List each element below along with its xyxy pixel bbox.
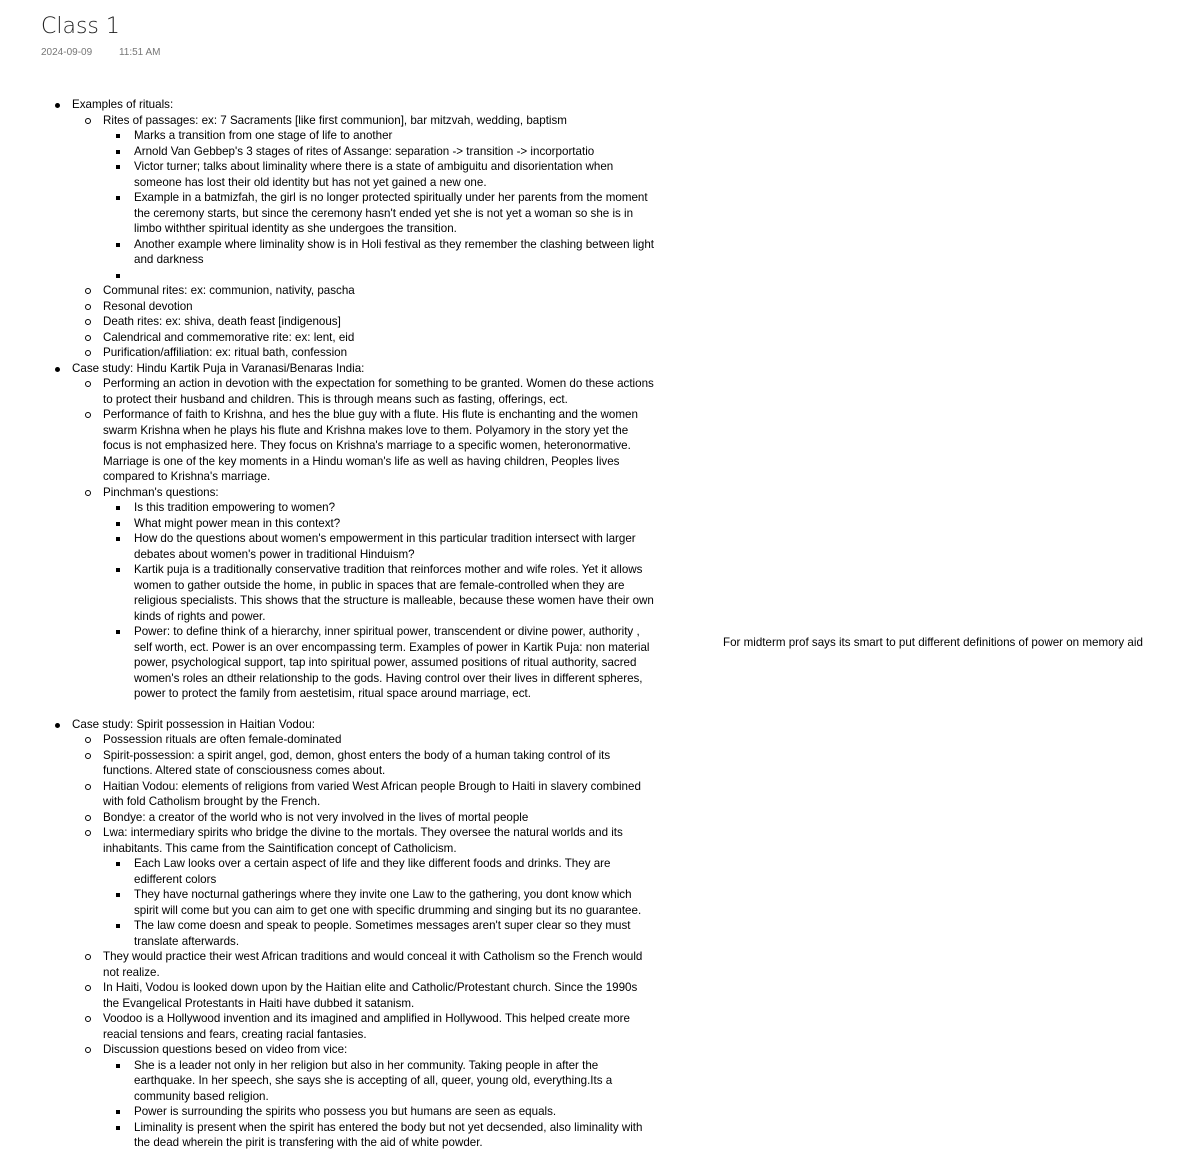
outline-subsubitem[interactable] — [103, 562, 655, 624]
bullet-circle-icon — [85, 288, 91, 294]
bullet-square-icon — [116, 630, 120, 634]
outline-subitem[interactable] — [72, 825, 655, 949]
blank-line — [55, 702, 655, 717]
outline-text: Purification/affiliation: ex: ritual bath, confession — [103, 346, 348, 359]
outline-subsubitem[interactable] — [103, 531, 655, 562]
outline-subitem[interactable] — [72, 949, 655, 980]
bullet-circle-icon — [85, 350, 91, 356]
outline-subitem[interactable] — [72, 407, 655, 485]
outline-text: Liminality is present when the spirit has entered the body but not yet decsended, also liminality with the dead wherein the pirit is transfering with the aid of white powder. — [134, 1120, 643, 1149]
outline-text: They have nocturnal gatherings where they invite one Law to the gathering, you dont know which spirit will come but you can aim to get one with specific drumming and singing but its no guarantee. — [134, 888, 642, 917]
outline-text: The law come doesn and speak to people. Sometimes messages aren't super clear so they must translate afterwards. — [134, 919, 631, 948]
outline-text: Victor turner; talks about liminality where there is a state of ambiguitu and disorientation when someone has lost their old identity but has not yet gained a new one. — [134, 160, 614, 189]
outline-text: Lwa: intermediary spirits who bridge the divine to the mortals. They oversee the natural worlds and its inhabitants. This came from the Saintification concept of Catholicism. — [103, 826, 623, 855]
bullet-square-icon — [116, 862, 120, 866]
bullet-disc-icon — [55, 103, 60, 108]
bullet-square-icon — [116, 1110, 120, 1114]
bullet-circle-icon — [85, 1016, 91, 1022]
outline-subsubitem[interactable] — [103, 190, 655, 237]
bullet-circle-icon — [85, 319, 91, 325]
bullet-circle-icon — [85, 815, 91, 821]
outline-text: Pinchman's questions: — [103, 485, 219, 499]
outline-text: How do the questions about women's empowerment in this particular tradition intersect with larger debates about women's power in traditional Hinduism? — [134, 532, 636, 561]
outline-text: Another example where liminality show is in Holi festival as they remember the clashing between light and darkness — [134, 237, 655, 266]
side-note[interactable]: For midterm prof says its smart to put different definitions of power on memory aid — [723, 636, 1143, 649]
page-time: 11:51 AM — [118, 47, 161, 58]
bullet-circle-icon — [85, 1047, 91, 1053]
bullet-square-icon — [116, 1064, 120, 1068]
outline-subsubitem[interactable] — [103, 1120, 655, 1151]
outline-subitem[interactable] — [72, 732, 655, 748]
outline-subitem[interactable] — [72, 980, 655, 1011]
bullet-circle-icon — [85, 753, 91, 759]
outline-text: Kartik puja is a traditionally conservative tradition that reinforces mother and wife roles. Yet it allows women to gather outside the home, in public in spaces that are female-controlled when they are religious specialists. This shows that the structure is malleable, because these women have their own kinds of rights and power. — [134, 563, 654, 623]
outline-subitem[interactable] — [72, 1011, 655, 1042]
outline-text: Each Law looks over a certain aspect of life and they like different foods and drinks. They are edifferent colors — [134, 857, 611, 886]
outline-subsubitem[interactable] — [103, 144, 655, 160]
bullet-circle-icon — [85, 784, 91, 790]
outline-text: Case study: Hindu Kartik Puja in Varanasi/Benaras India: — [72, 361, 365, 375]
bullet-square-icon — [116, 165, 120, 169]
outline-text: Arnold Van Gebbep's 3 stages of rites of Assange: separation -> transition -> incorportatio — [134, 144, 595, 158]
outline-text: Resonal devotion — [103, 299, 193, 313]
bullet-circle-icon — [85, 985, 91, 991]
outline-text: Bondye: a creator of the world who is not very involved in the lives of mortal people — [103, 810, 529, 824]
bullet-square-icon — [116, 522, 120, 526]
outline-subsubitem[interactable] — [103, 128, 655, 144]
outline-text: Power: to define think of a hierarchy, inner spiritual power, transcendent or divine power, authority , self worth, ect. Power is an over encompassing term. Examples of power in Kartik Puja: non material power, psychological support, tap into spiritual power, assumed positions of ritual authority, sacred women's roles an dtheir relationship to the gods. Having control over their lives in different spheres, power to protect the family from aestetisim, ritual space around marriage, ect. — [134, 625, 650, 700]
outline-text: Marks a transition from one stage of life to another — [134, 129, 393, 142]
page-date: 2024-09-09 — [41, 47, 93, 58]
outline-text: Voodoo is a Hollywood invention and its imagined and amplified in Hollywood. This helped create more reacial tensions and fears, creating racial fantasies. — [103, 1012, 630, 1041]
bullet-square-icon — [116, 893, 120, 897]
outline-text: Performance of faith to Krishna, and hes the blue guy with a flute. His flute is enchanting and the women swarm Krishna when he plays his flute and Krishna makes love to them. Polyamory in the story yet the focus is not emphasized here. They focus on Krishna's marriage to a specific women, heteronormative. Marriage is one of the key moments in a Hindu woman's life as well as having children, Peoples lives compared to Krishna's marriage. — [103, 408, 638, 483]
outline-text: Case study: Spirit possession in Haitian Vodou: — [72, 717, 315, 731]
outline-text: Death rites: ex: shiva, death feast [indigenous] — [103, 315, 341, 328]
outline-text: Is this tradition empowering to women? — [134, 501, 336, 514]
outline-text: In Haiti, Vodou is looked down upon by the Haitian elite and Catholic/Protestant church. Since the 1990s the Evangelical Protestants in Haiti have dubbed it satanism. — [103, 981, 638, 1010]
bullet-square-icon — [116, 243, 120, 247]
bullet-square-icon — [116, 274, 120, 278]
outline-text: Possession rituals are often female-dominated — [103, 733, 342, 746]
outline-item[interactable] — [55, 361, 655, 702]
outline-text: Performing an action in devotion with the expectation for something to be granted. Women do these actions to protect their husband and children. This is through means such as fasting, offerings, ect. — [103, 377, 654, 406]
bullet-square-icon — [116, 506, 120, 510]
outline-subitem[interactable] — [72, 485, 655, 702]
outline-text: Spirit-possession: a spirit angel, god, demon, ghost enters the body of a human taking control of its functions. Altered state of consciousness comes about. — [103, 748, 611, 777]
outline-subitem[interactable] — [72, 345, 655, 361]
outline-subsubitem[interactable] — [103, 268, 655, 284]
bullet-square-icon — [116, 568, 120, 572]
bullet-square-icon — [116, 150, 120, 154]
bullet-disc-icon — [55, 723, 60, 728]
bullet-circle-icon — [85, 490, 91, 496]
outline-subitem[interactable] — [72, 113, 655, 284]
bullet-circle-icon — [85, 381, 91, 387]
outline-text: Example in a batmizfah, the girl is no longer protected spiritually under her parents from the moment the ceremony starts, but since the ceremony hasn't ended yet she is not yet a woman so she is in limbo withther spiritual identity as she undergoes the transition. — [134, 191, 648, 235]
outline-text: Power is surrounding the spirits who possess you but humans are seen as equals. — [134, 1105, 557, 1118]
outline-subitem[interactable] — [72, 299, 655, 315]
outline-subsubitem[interactable] — [103, 856, 655, 887]
outline-text: Haitian Vodou: elements of religions from varied West African people Brough to Haiti in slavery combined with fold Catholism brought by the French. — [103, 779, 641, 808]
page-meta — [41, 47, 184, 58]
outline-text: Communal rites: ex: communion, nativity, pascha — [103, 284, 355, 297]
note-outline[interactable] — [55, 97, 655, 1151]
outline-subitem[interactable] — [72, 376, 655, 407]
bullet-circle-icon — [85, 304, 91, 310]
outline-subsubitem[interactable] — [103, 237, 655, 268]
outline-subsubitem[interactable] — [103, 159, 655, 190]
outline-text: Rites of passages: ex: 7 Sacraments [like first communion], bar mitzvah, wedding, baptism — [103, 113, 567, 127]
bullet-circle-icon — [85, 830, 91, 836]
bullet-square-icon — [116, 1126, 120, 1130]
outline-subsubitem[interactable] — [103, 1058, 655, 1105]
bullet-circle-icon — [85, 954, 91, 960]
bullet-square-icon — [116, 924, 120, 928]
outline-subitem[interactable] — [72, 330, 655, 346]
outline-subsubitem[interactable] — [103, 516, 655, 532]
outline-text: Examples of rituals: — [72, 98, 174, 111]
outline-subsubitem[interactable] — [103, 918, 655, 949]
outline-text: Discussion questions besed on video from vice: — [103, 1043, 348, 1056]
bullet-square-icon — [116, 134, 120, 138]
outline-subitem[interactable] — [72, 810, 655, 826]
bullet-square-icon — [116, 537, 120, 541]
outline-subsubitem[interactable] — [103, 500, 655, 516]
outline-subsubitem[interactable] — [103, 1104, 655, 1120]
bullet-disc-icon — [55, 367, 60, 372]
outline-item[interactable] — [55, 97, 655, 361]
outline-subitem[interactable] — [72, 748, 655, 779]
page-title[interactable]: Class 1 — [41, 14, 120, 39]
bullet-circle-icon — [85, 737, 91, 743]
outline-text: She is a leader not only in her religion but also in her community. Taking people in after the earthquake. In her speech, she says she is accepting of all, queer, young old, everything.Its a community based religion. — [134, 1058, 613, 1103]
outline-subitem[interactable] — [72, 283, 655, 299]
outline-subitem[interactable] — [72, 1042, 655, 1151]
outline-subsubitem[interactable] — [103, 624, 655, 702]
outline-subitem[interactable] — [72, 779, 655, 810]
outline-text: What might power mean in this context? — [134, 516, 341, 530]
bullet-circle-icon — [85, 412, 91, 418]
outline-subsubitem[interactable] — [103, 887, 655, 918]
outline-subitem[interactable] — [72, 314, 655, 330]
bullet-circle-icon — [85, 118, 91, 124]
bullet-square-icon — [116, 196, 120, 200]
outline-text: Calendrical and commemorative rite: ex: lent, eid — [103, 330, 355, 344]
outline-text: They would practice their west African traditions and would conceal it with Catholism so the French would not realize. — [103, 950, 643, 979]
outline-item[interactable] — [55, 717, 655, 1151]
bullet-circle-icon — [85, 335, 91, 341]
